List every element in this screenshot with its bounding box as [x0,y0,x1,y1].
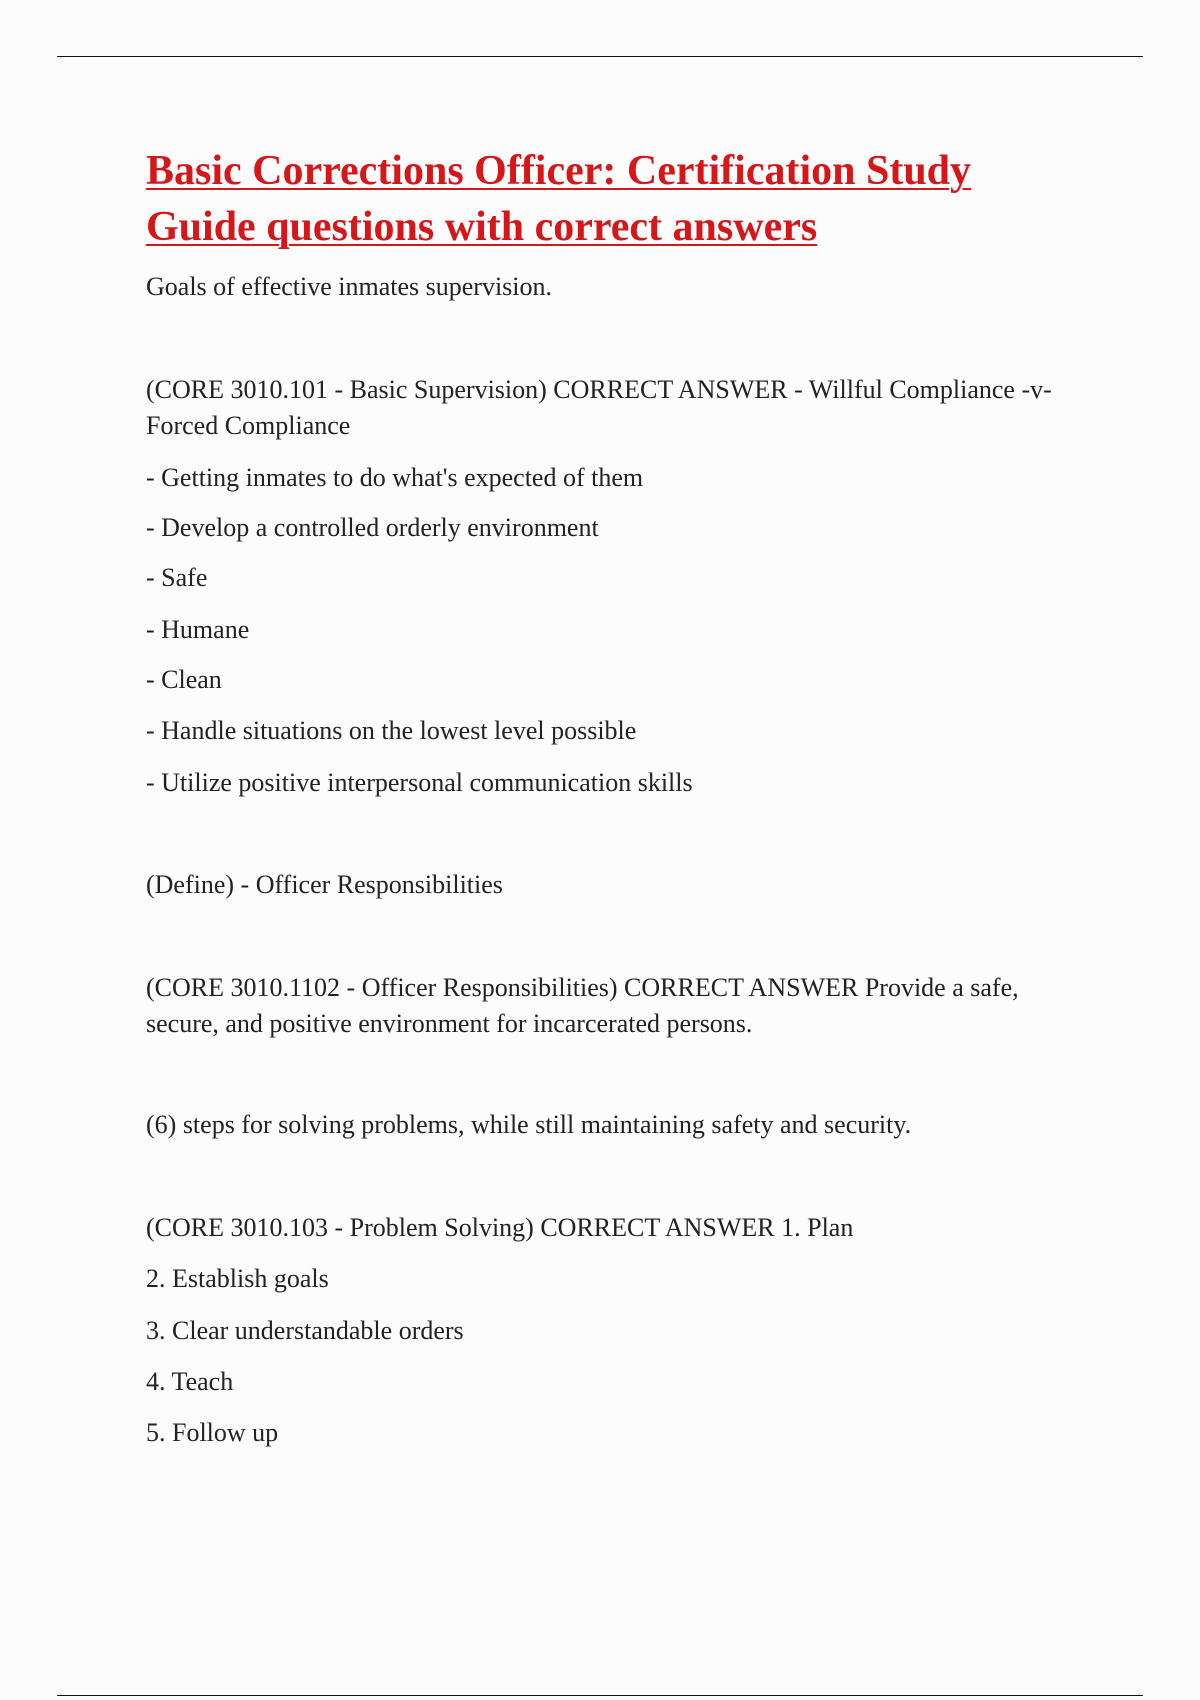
answer-3-step: 3. Clear understandable orders [146,1316,464,1345]
header-rule [57,56,1143,57]
answer-3-step: 5. Follow up [146,1418,279,1447]
answer-3: (CORE 3010.103 - Problem Solving) CORRECT ANSWER 1. Plan [146,1213,854,1242]
answer-1-item: - Handle situations on the lowest level possible [146,716,637,745]
answer-1-item: - Humane [146,615,250,644]
title-line-2: Guide questions with correct answers [146,204,818,250]
title-line-1: Basic Corrections Officer: Certification Study [146,148,972,194]
question-2: (Define) - Officer Responsibilities [146,870,503,899]
footer-rule [57,1695,1143,1696]
answer-1-item: - Utilize positive interpersonal communication skills [146,768,693,797]
answer-1-item: - Develop a controlled orderly environment [146,513,599,542]
question-1: Goals of effective inmates supervision. [146,272,553,301]
answer-2: (CORE 3010.1102 - Officer Responsibilities) CORRECT ANSWER Provide a safe, secure, and positive environment for incarcerated persons. [146,973,1019,1038]
answer-1-item: - Clean [146,665,222,694]
document-title [146,143,1046,255]
answer-1: (CORE 3010.101 - Basic Supervision) CORRECT ANSWER - Willful Compliance -v- Forced Compliance [146,375,1052,440]
answer-3-step: 2. Establish goals [146,1264,329,1293]
question-3: (6) steps for solving problems, while still maintaining safety and security. [146,1110,912,1139]
answer-3-step: 4. Teach [146,1367,234,1396]
answer-1-item: - Getting inmates to do what's expected of them [146,463,644,492]
answer-1-item: - Safe [146,563,208,592]
